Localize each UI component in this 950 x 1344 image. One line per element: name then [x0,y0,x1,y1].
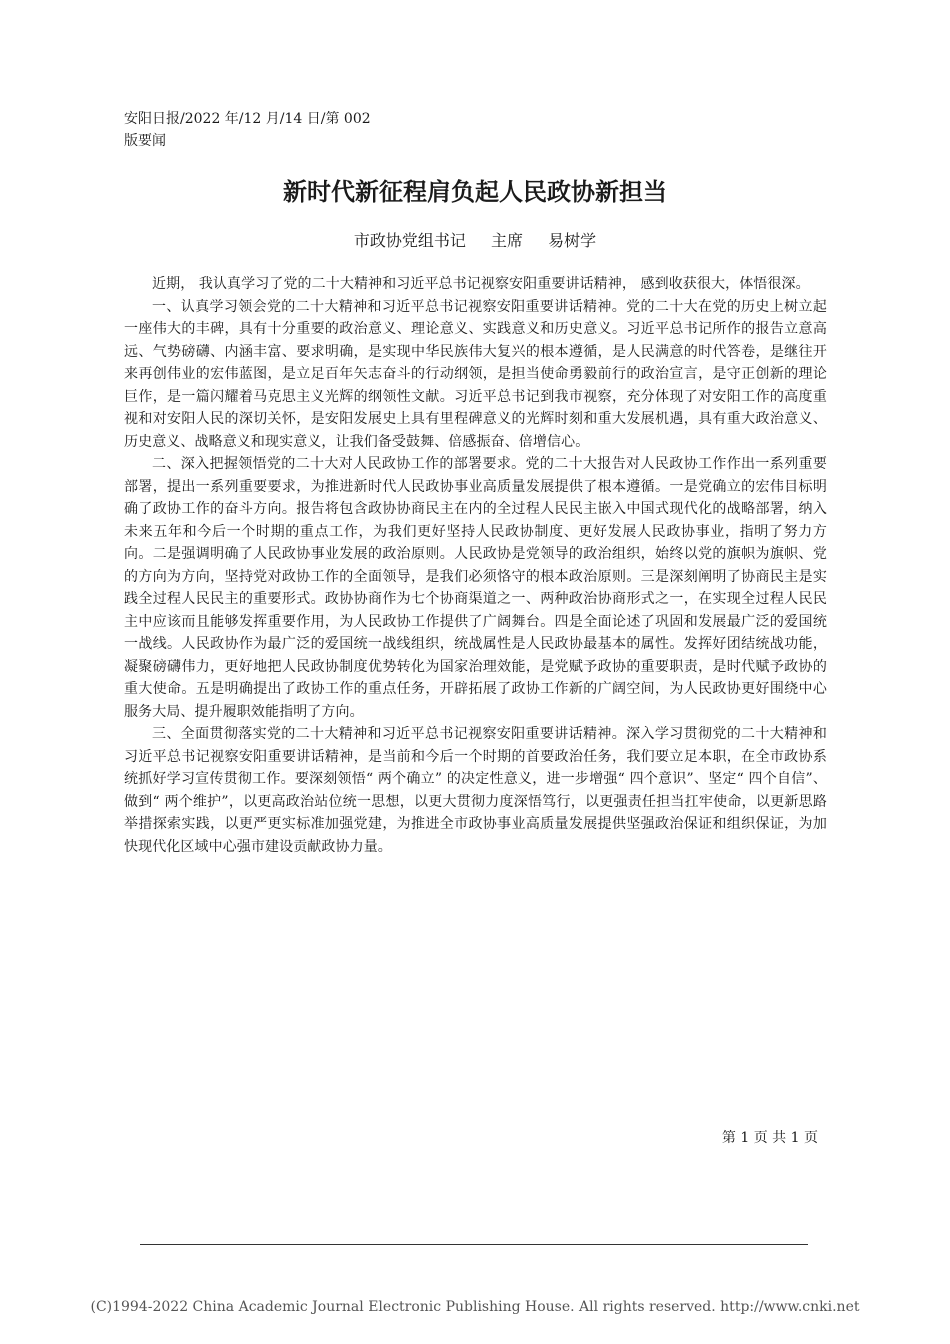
source-info [124,108,371,152]
paragraph-section-3: 三、全面贯彻落实党的二十大精神和习近平总书记视察安阳重要讲话精神。深入学习贯彻党的二十大精神和习近平总书记视察安阳重要讲话精神，是当前和今后一个时期的首要政治任务，我们要立足本职，在全市政协系统抓好学习宣传贯彻工作。要深刻领悟“ 两个确立” 的决定性意义，进一步增强“ 四个意识”、坚定“ 四个自信”、做到“ 两个维护”，以更高政治站位统一思想，以更大贯彻力度深悟笃行，以更强责任担当扛牢使命，以更新思路举措探索实践，以更严更实标准加强党建，为推进全市政协事业高质量发展提供坚强政治保证和组织保证，为加快现代化区域中心强市建设贡献政协力量。 [124,726,827,855]
article-body [124,273,827,858]
byline [0,229,950,253]
article-title: 新时代新征程肩负起人民政协新担当 [283,178,667,206]
copyright-footer: (C)1994-2022 China Academic Journal Electronic Publishing House. All rights reserved. http://www.cnki.net [90,1299,860,1315]
page-number: 第 1 页 共 1 页 [721,1130,818,1146]
byline-role: 主席 [490,231,523,250]
footer-divider [140,1244,808,1245]
byline-author: 易树学 [548,231,597,250]
paragraph-intro: 近期， 我认真学习了党的二十大精神和习近平总书记视察安阳重要讲话精神， 感到收获很大，体悟很深。 [152,276,810,292]
source-line: 安阳日报/2022 年/12 月/14 日/第 002 [124,111,371,127]
section-label: 版要闻 [124,133,166,149]
paragraph-section-1: 一、认真学习领会党的二十大精神和习近平总书记视察安阳重要讲话精神。党的二十大在党的历史上树立起一座伟大的丰碑，具有十分重要的政治意义、理论意义、实践意义和历史意义。习近平总书记所作的报告立意高远、气势磅礴、内涵丰富、要求明确，是实现中华民族伟大复兴的根本遵循，是人民满意的时代答卷，是继往开来再创伟业的宏伟蓝图，是立足百年矢志奋斗的行动纲领，是担当使命勇毅前行的政治宣言，是守正创新的理论巨作，是一篇闪耀着马克思主义光辉的纲领性文献。习近平总书记到我市视察，充分体现了对安阳工作的高度重视和对安阳人民的深切关怀，是安阳发展史上具有里程碑意义的光辉时刻和重大发展机遇，具有重大政治意义、历史意义、战略意义和现实意义，让我们备受鼓舞、倍感振奋、倍增信心。 [124,298,827,450]
byline-position: 市政协党组书记 [353,231,466,250]
paragraph-section-2: 二、深入把握领悟党的二十大对人民政协工作的部署要求。党的二十大报告对人民政协工作作出一系列重要部署，提出一系列重要要求，为推进新时代人民政协事业高质量发展提供了根本遵循。一是党确立的宏伟目标明确了政协工作的奋斗方向。报告将包含政协协商民主在内的全过程人民民主嵌入中国式现代化的战略部署，纳入未来五年和今后一个时期的重点工作，为我们更好坚持人民政协制度、更好发展人民政协事业，指明了努力方向。二是强调明确了人民政协事业发展的政治原则。人民政协是党领导的政治组织，始终以党的旗帜为旗帜、党的方向为方向，坚持党对政协工作的全面领导，是我们必须恪守的根本政治原则。三是深刻阐明了协商民主是实践全过程人民民主的重要形式。政协协商作为七个协商渠道之一、两种政治协商形式之一，在实现全过程人民民主中应该而且能够发挥重要作用，为人民政协工作提供了广阔舞台。四是全面论述了巩固和发展最广泛的爱国统一战线。人民政协作为最广泛的爱国统一战线组织，统战属性是人民政协最基本的属性。发挥好团结统战功能，凝聚磅礴伟力，更好地把人民政协制度优势转化为国家治理效能，是党赋予政协的重要职责，是时代赋予政协的重大使命。五是明确提出了政协工作的重点任务，开辟拓展了政协工作新的广阔空间，为人民政协更好围绕中心服务大局、提升履职效能指明了方向。 [124,456,827,720]
